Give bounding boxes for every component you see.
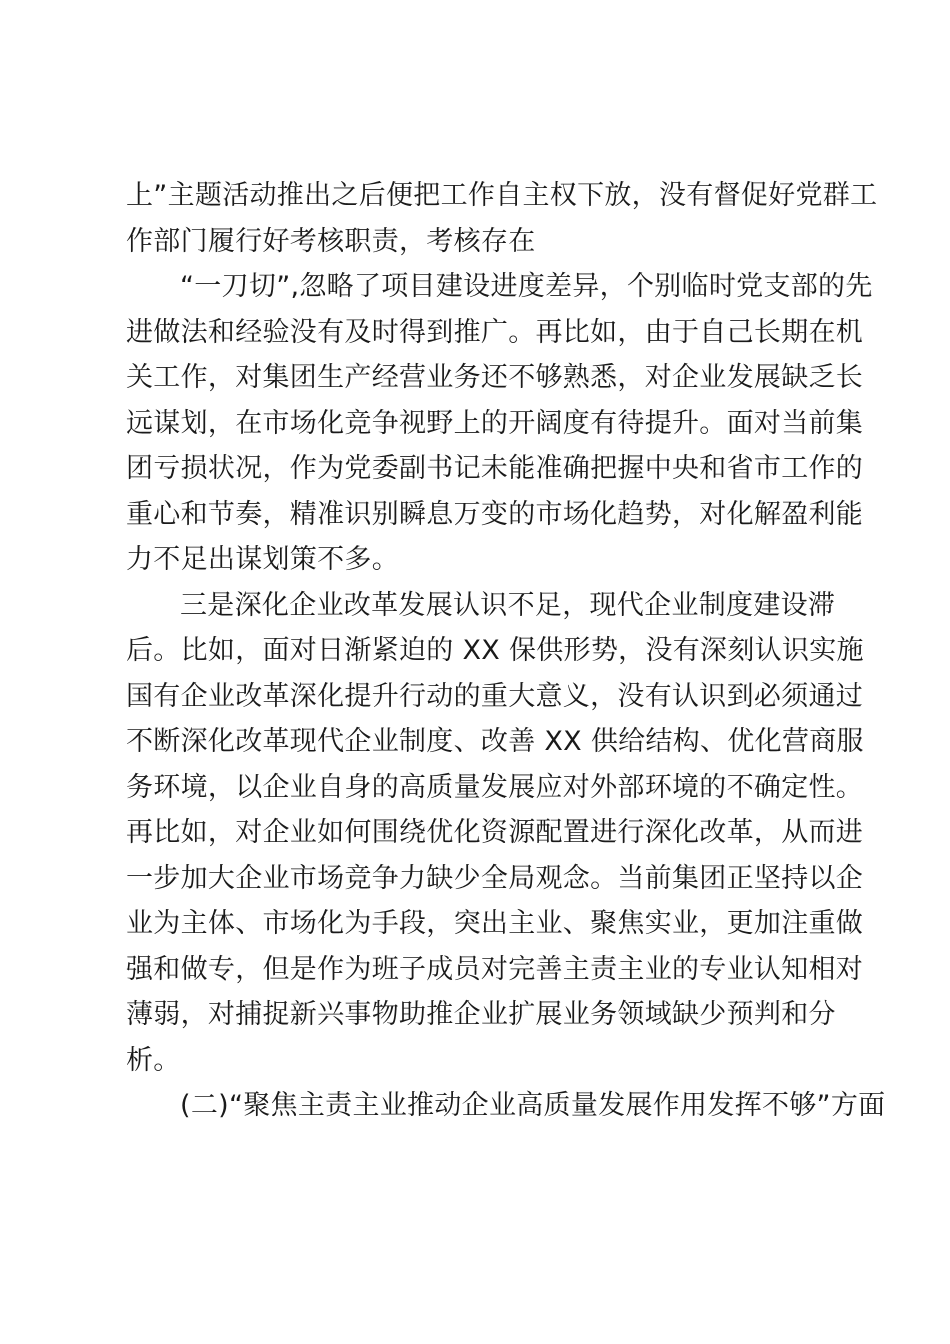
text-line: 进做法和经验没有及时得到推广。再比如，由于自己长期在机 bbox=[126, 316, 864, 348]
text-line: 后。比如，面对日渐紧迫的 XX 保供形势，没有深刻认识实施 bbox=[126, 635, 864, 666]
text-line: 团亏损状况，作为党委副书记未能准确把握中央和省市工作的 bbox=[126, 453, 864, 484]
text-line: 关工作，对集团生产经营业务还不够熟悉，对企业发展缺乏长 bbox=[126, 362, 864, 393]
text-line: 重心和节奏，精准识别瞬息万变的市场化趋势，对化解盈利能 bbox=[126, 498, 864, 530]
text-line: 析。 bbox=[126, 1044, 181, 1076]
text-line: 务环境，以企业自身的高质量发展应对外部环境的不确定性。 bbox=[126, 771, 864, 803]
text-line: 上”主题活动推出之后便把工作自主权下放，没有督促好党群工 bbox=[126, 180, 878, 211]
text-line: 再比如，对企业如何围绕优化资源配置进行深化改革，从而进 bbox=[126, 817, 864, 848]
text-line: 三是深化企业改革发展认识不足，现代企业制度建设滞 bbox=[180, 589, 836, 621]
text-line: 不断深化改革现代企业制度、改善 XX 供给结构、优化营商服 bbox=[126, 726, 864, 757]
text-line: 远谋划，在市场化竞争视野上的开阔度有待提升。面对当前集 bbox=[126, 407, 864, 439]
text-line: 业为主体、市场化为手段，突出主业、聚焦实业，更加注重做 bbox=[126, 908, 864, 939]
text-line: 国有企业改革深化提升行动的重大意义，没有认识到必须通过 bbox=[126, 680, 864, 712]
text-line: 力不足出谋划策不多。 bbox=[126, 544, 399, 575]
text-line: “一刀切”,忽略了项目建设进度差异，个别临时党支部的先 bbox=[180, 271, 873, 302]
text-line: 一步加大企业市场竞争力缺少全局观念。当前集团正坚持以企 bbox=[126, 862, 864, 894]
text-line: 薄弱，对捕捉新兴事物助推企业扩展业务领域缺少预判和分 bbox=[126, 999, 836, 1030]
section-heading: (二)“聚焦主责主业推动企业高质量发展作用发挥不够”方面 bbox=[180, 1090, 886, 1121]
text-line: 作部门履行好考核职责，考核存在 bbox=[126, 225, 536, 257]
text-line: 强和做专，但是作为班子成员对完善主责主业的专业认知相对 bbox=[126, 953, 864, 985]
document-body bbox=[126, 173, 886, 1129]
